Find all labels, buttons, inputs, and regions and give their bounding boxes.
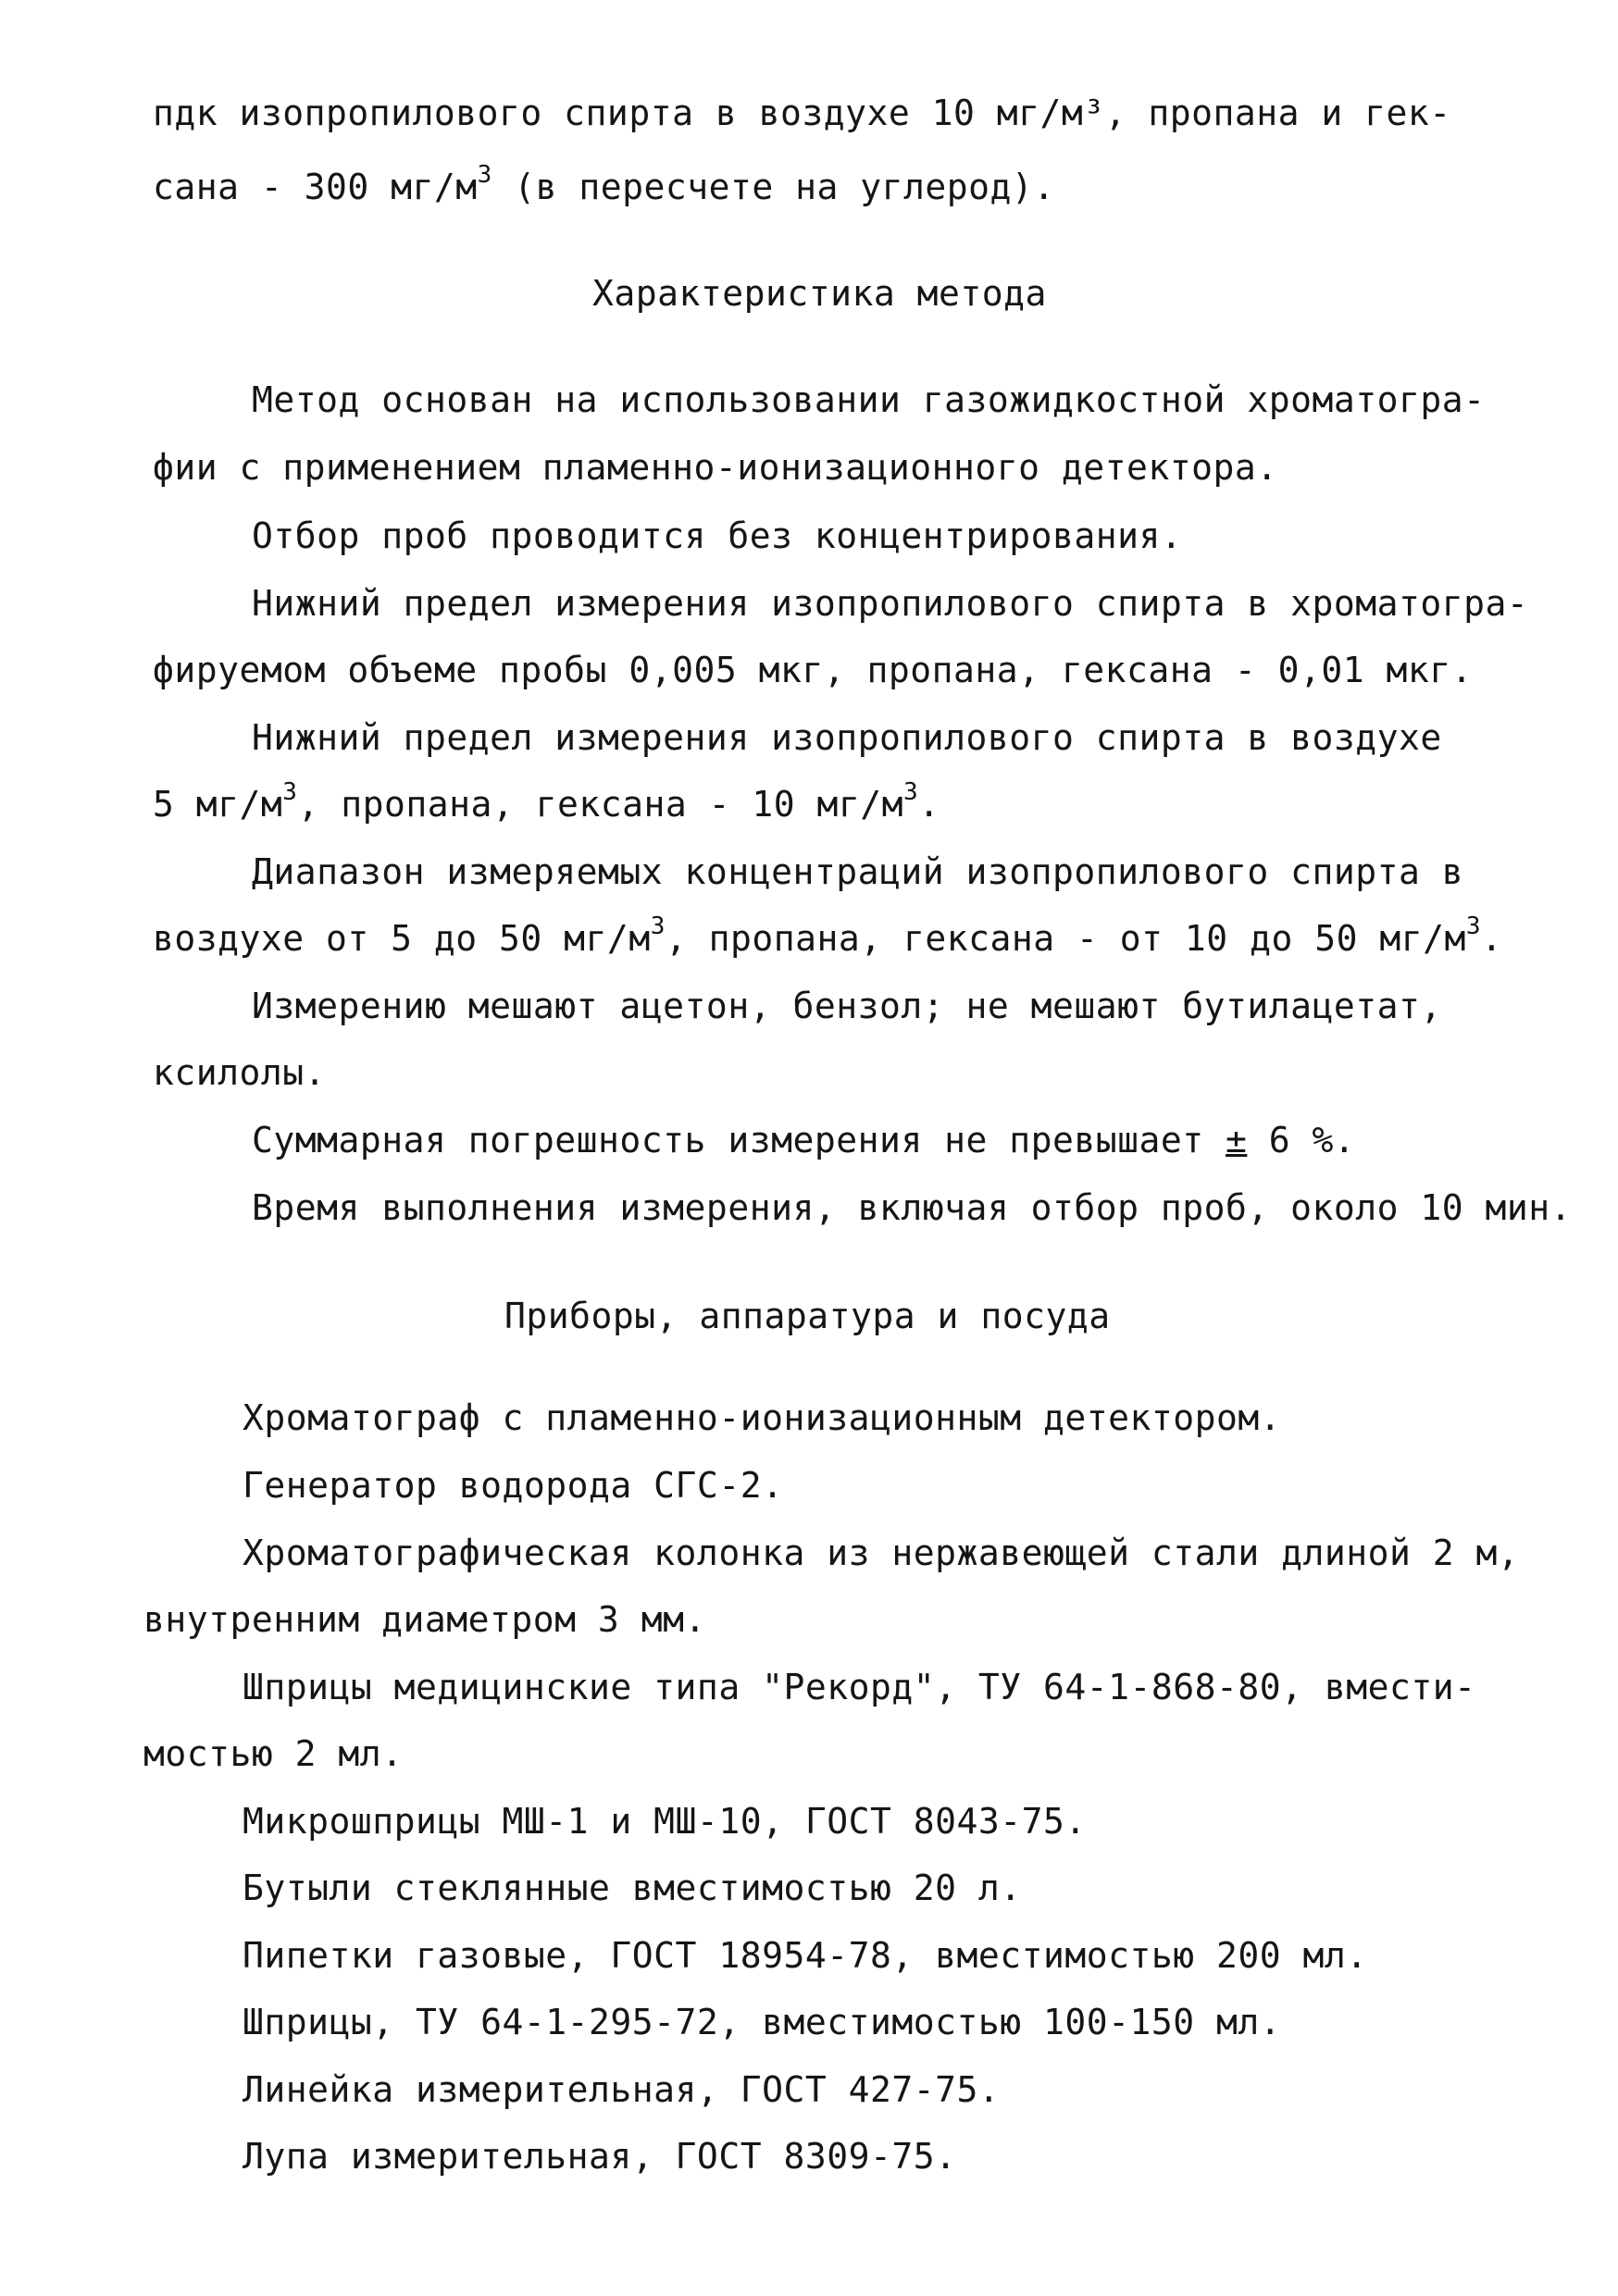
- intro-line-2-text: сана - 300 мг/м: [153, 167, 478, 207]
- method-p6-line-1: [252, 986, 1442, 1026]
- method-p6-line-2-text: ксилолы.: [153, 1052, 327, 1093]
- equipment-item-text: Бутыли стеклянные вместимостью 20 л.: [243, 1868, 1022, 1908]
- method-p4-line-2-b: , пропана, гексана - 10 мг/м: [297, 784, 904, 825]
- method-p1-line-1-text: Метод основан на использовании газожидкостной хроматогра-: [252, 379, 1486, 420]
- intro-line-1-text: пдк изопропилового спирта в воздухе 10 мг/м³, пропана и гек-: [153, 93, 1451, 133]
- equipment-item-text: Шприцы, ТУ 64-1-295-72, вместимостью 100-150 мл.: [243, 2002, 1282, 2042]
- equipment-item: [243, 1667, 1476, 1707]
- plus-minus-sign: ±: [1226, 1120, 1248, 1160]
- method-p5-line-2: [153, 912, 1503, 959]
- method-p8-text: Время выполнения измерения, включая отбор проб, около 10 мин.: [252, 1187, 1573, 1228]
- equipment-item-text: Хроматографическая колонка из нержавеющей стали длиной 2 м,: [243, 1533, 1520, 1573]
- method-p3-line-2: [153, 650, 1473, 690]
- method-p1-line-1: [252, 379, 1486, 420]
- equipment-item-text: Линейка измерительная, ГОСТ 427-75.: [243, 2069, 1001, 2110]
- equipment-item: [243, 1935, 1368, 1976]
- method-p5-line-2-a: воздухе от 5 до 50 мг/м: [153, 918, 651, 959]
- method-p1-line-2-text: фии с применением пламенно-ионизационного детектора.: [153, 447, 1278, 488]
- method-p7: [252, 1120, 1355, 1160]
- equipment-item-text: Микрошприцы МШ-1 и МШ-10, ГОСТ 8043-75.: [243, 1801, 1087, 1842]
- method-p7-b: 6 %.: [1247, 1120, 1356, 1160]
- equipment-item-text: Генератор водорода СГС-2.: [243, 1465, 784, 1506]
- section-title-method: [592, 273, 1047, 314]
- method-p5-line-2-c: .: [1481, 918, 1503, 959]
- equipment-item: [243, 1533, 1519, 1573]
- intro-line-2-tail: (в пересчете на углерод).: [492, 167, 1055, 207]
- superscript: 3: [903, 778, 919, 807]
- equipment-item: [243, 2069, 1000, 2110]
- section-title-equipment-text: Приборы, аппаратура и посуда: [504, 1296, 1111, 1336]
- equipment-item-text: Пипетки газовые, ГОСТ 18954-78, вместимостью 200 мл.: [243, 1935, 1368, 1976]
- method-p4-line-2-a: 5 мг/м: [153, 784, 283, 825]
- equipment-item-text: Хроматограф с пламенно-ионизационным детектором.: [243, 1397, 1282, 1438]
- method-p3-line-2-text: фируемом объеме пробы 0,005 мкг, пропана, гексана - 0,01 мкг.: [153, 650, 1474, 690]
- intro-line-2: [153, 161, 1055, 207]
- method-p4-line-1: [252, 717, 1442, 758]
- method-p3-line-1: [252, 583, 1528, 624]
- equipment-item: [243, 1801, 1087, 1842]
- superscript: 3: [477, 161, 492, 190]
- method-p1-line-2: [153, 447, 1278, 488]
- method-p2: [252, 515, 1182, 556]
- equipment-item: [243, 2136, 956, 2177]
- section-title-method-text: Характеристика метода: [592, 273, 1047, 314]
- method-p6-line-1-text: Измерению мешают ацетон, бензол; не мешают бутилацетат,: [252, 986, 1442, 1026]
- equipment-item: [243, 1397, 1281, 1438]
- method-p8: [252, 1187, 1572, 1228]
- equipment-item-text: мостью 2 мл.: [143, 1733, 404, 1774]
- equipment-item-text: внутренним диаметром 3 мм.: [143, 1599, 706, 1640]
- method-p4-line-1-text: Нижний предел измерения изопропилового спирта в воздухе: [252, 717, 1442, 758]
- section-title-equipment: [504, 1296, 1111, 1336]
- equipment-item: [243, 2002, 1281, 2042]
- method-p4-line-2: [153, 778, 940, 825]
- equipment-item-continuation: [143, 1599, 706, 1640]
- method-p6-line-2: [153, 1052, 326, 1093]
- equipment-item: [243, 1868, 1022, 1908]
- method-p3-line-1-text: Нижний предел измерения изопропилового спирта в хроматогра-: [252, 583, 1529, 624]
- superscript: 3: [650, 912, 666, 941]
- equipment-item-text: Шприцы медицинские типа "Рекорд", ТУ 64-1-868-80, вмести-: [243, 1667, 1476, 1707]
- method-p5-line-1-text: Диапазон измеряемых концентраций изопропилового спирта в: [252, 851, 1464, 892]
- equipment-item-continuation: [143, 1733, 404, 1774]
- method-p5-line-2-b: , пропана, гексана - от 10 до 50 мг/м: [665, 918, 1466, 959]
- method-p5-line-1: [252, 851, 1463, 892]
- method-p2-text: Отбор проб проводится без концентрирования.: [252, 515, 1183, 556]
- intro-line-1: [153, 93, 1451, 133]
- equipment-item: [243, 1465, 783, 1506]
- method-p7-a: Суммарная погрешность измерения не превышает: [252, 1120, 1226, 1160]
- superscript: 3: [1465, 912, 1481, 941]
- equipment-item-text: Лупа измерительная, ГОСТ 8309-75.: [243, 2136, 957, 2177]
- method-p4-line-2-c: .: [918, 784, 940, 825]
- superscript: 3: [282, 778, 298, 807]
